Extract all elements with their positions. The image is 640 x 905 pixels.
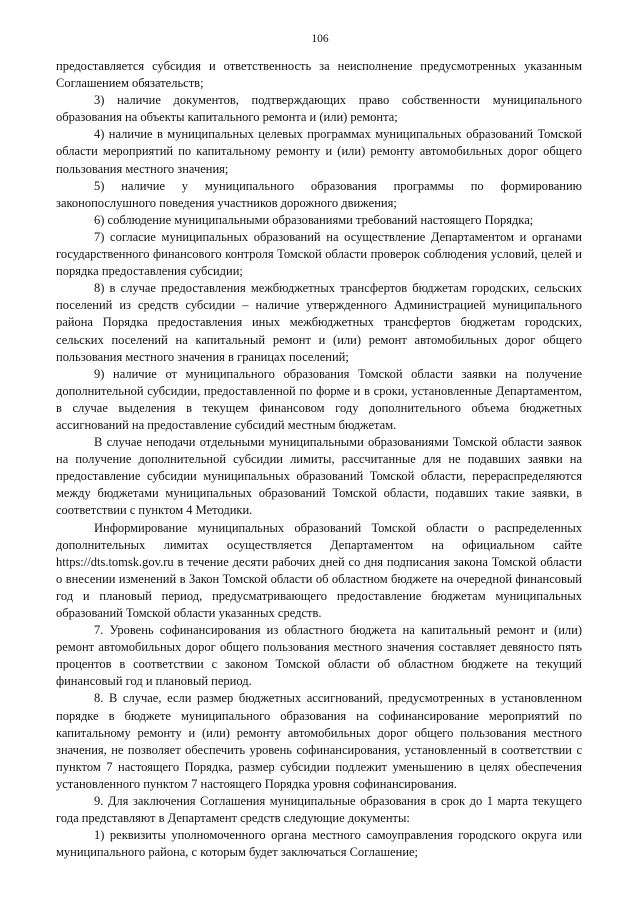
paragraph: 3) наличие документов, подтверждающих право собственности муниципального образования на объекты капитального ремонта и (или) ремонта; [56,93,582,125]
document-text [56,58,582,861]
paragraph: 8. В случае, если размер бюджетных ассигнований, предусмотренных в установленном порядке в бюджете муниципального образования на софинансирование мероприятий по капитальному ремонту и (или) ремонту автомобильных дорог общего пользования местного значения, не позволяет обеспечить уровень софинансирования, установленный в соответствии с пунктом 7 настоящего Порядка, размер субсидии подлежит уменьшению в целях обеспечения установленного пунктом 7 настоящего Порядка уровня софинансирования. [56,691,582,791]
paragraph: 5) наличие у муниципального образования программы по формированию законопослушного поведения участников дорожного движения; [56,178,582,210]
page-number: 106 [311,33,329,45]
paragraph: В случае неподачи отдельными муниципальными образованиями Томской области заявок на получение дополнительной субсидии лимиты, рассчитанные для не подавших заявки на предоставление субсидии муниципальных образований Томской области, перераспределяются между бюджетами муниципальных образований Томской области, подавших такие заявки, в соответствии с пунктом 4 Методики. [56,435,582,518]
paragraph: 6) соблюдение муниципальными образованиями требований настоящего Порядка; [94,212,534,227]
paragraph: 7) согласие муниципальных образований на осуществление Департаментом и органами государственного финансового контроля Томской области проверок соблюдения условий, целей и порядка предоставления субсидии; [56,229,582,279]
paragraph: 9) наличие от муниципального образования Томской области заявки на получение дополнительной субсидии, предоставленной по форме и в сроки, установленные Департаментом, в случае выделения в текущем финансовом году дополнительного объема бюджетных ассигнований на предоставление субсидий местным бюджетам. [56,366,582,432]
paragraph: 8) в случае предоставления межбюджетных трансфертов бюджетам городских, сельских поселений из средств субсидии – наличие утвержденного Администрацией муниципального района Порядка предоставления иных межбюджетных трансфертов бюджетам городских, сельских поселений на капитальный ремонт и (или) ремонт автомобильных дорог общего пользования местного значения в границах поселений; [56,281,582,364]
paragraph: 9. Для заключения Соглашения муниципальные образования в срок до 1 марта текущего года представляют в Департамент средств следующие документы: [56,794,582,826]
paragraph: 1) реквизиты уполномоченного органа местного самоуправления городского округа или муниципального района, с которым будет заключаться Соглашение; [56,828,582,860]
paragraph: Информирование муниципальных образований Томской области о распределенных дополнительных лимитах осуществляется Департаментом на официальном сайте https://dts.tomsk.gov.ru в течение десяти рабочих дней со дня подписания закона Томской области о внесении изменений в Закон Томской области об областном бюджете на очередной финансовый год и плановый период, предусматривающего предоставление бюджетам муниципальных образований Томской области указанных средств. [56,520,582,620]
paragraph: 4) наличие в муниципальных целевых программах муниципальных образований Томской области мероприятий по капитальному ремонту и (или) ремонту автомобильных дорог общего пользования местного значения; [56,127,582,176]
paragraph: 7. Уровень софинансирования из областного бюджета на капитальный ремонт и (или) ремонт автомобильных дорог общего пользования местного значения составляет девяносто пять процентов в соответствии с законом Томской области об областном бюджете на текущий финансовый год и плановый период. [56,623,582,689]
paragraph: предоставляется субсидия и ответственность за неисполнение предусмотренных указанным Соглашением обязательств; [56,59,582,91]
